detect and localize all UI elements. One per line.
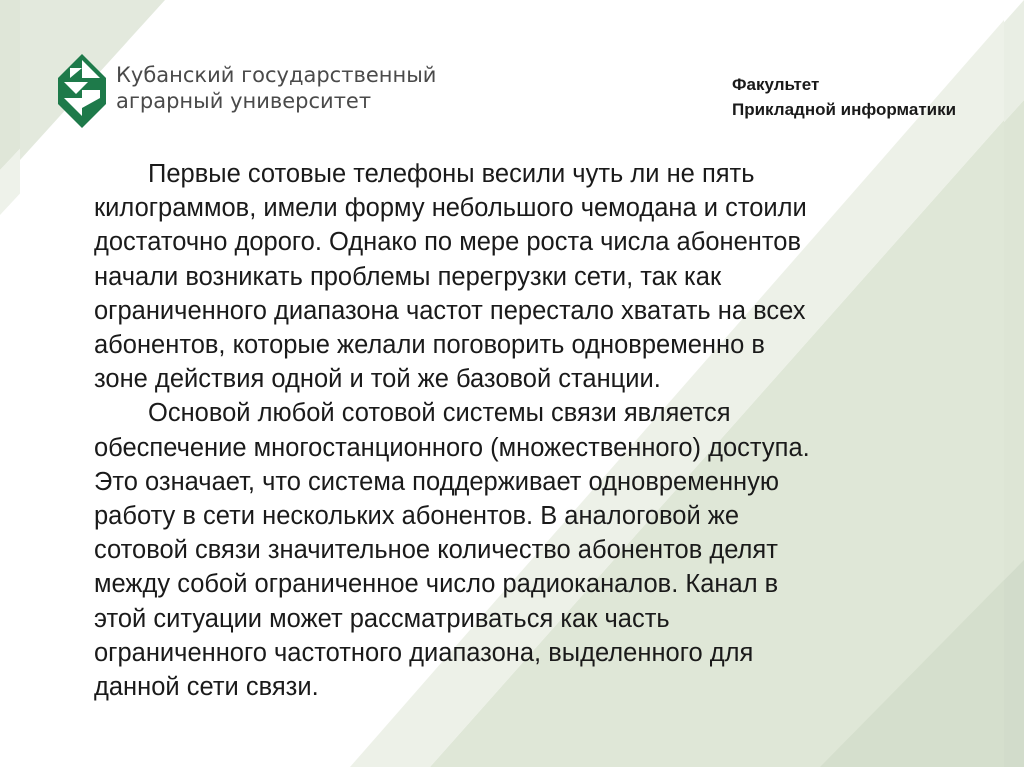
body-line: ограниченного частотного диапазона, выделенного для <box>94 638 754 667</box>
body-line: зоне действия одной и той же базовой станции. <box>94 365 661 394</box>
faculty-title <box>732 72 956 122</box>
body-line: между собой ограниченное число радиоканалов. Канал в <box>94 570 779 599</box>
body-line: сотовой связи значительное количество абонентов делят <box>94 536 778 565</box>
university-name-line2: аграрный университет <box>116 89 372 113</box>
body-line: ограниченного диапазона частот перестало хватать на всех <box>94 296 806 325</box>
university-name <box>116 62 436 114</box>
body-line: Первые сотовые телефоны весили чуть ли не пять <box>148 160 755 188</box>
body-line: этой ситуации может рассматриваться как часть <box>94 604 670 633</box>
body-line: данной сети связи. <box>94 673 319 702</box>
body-line: Основой любой сотовой системы связи является <box>148 399 731 428</box>
university-name-line1: Кубанский государственный <box>116 63 437 87</box>
body-line: работу в сети нескольких абонентов. В аналоговой же <box>94 502 740 531</box>
body-line: достаточно дорого. Однако по мере роста числа абонентов <box>94 228 801 257</box>
body-line: абонентов, которые желали поговорить одновременно в <box>94 331 765 360</box>
slide <box>20 0 1004 767</box>
body-text <box>94 157 974 704</box>
faculty-line2: Прикладной информатики <box>732 100 957 119</box>
body-line: Это означает, что система поддерживает одновременную <box>94 467 779 496</box>
kubsau-logo-icon <box>58 54 106 128</box>
faculty-line1: Факультет <box>732 75 820 94</box>
body-line: килограммов, имели форму небольшого чемодана и стоили <box>94 194 807 223</box>
body-line: начали возникать проблемы перегрузки сети, так как <box>94 262 722 291</box>
body-line: обеспечение многостанционного (множественного) доступа. <box>94 433 810 462</box>
